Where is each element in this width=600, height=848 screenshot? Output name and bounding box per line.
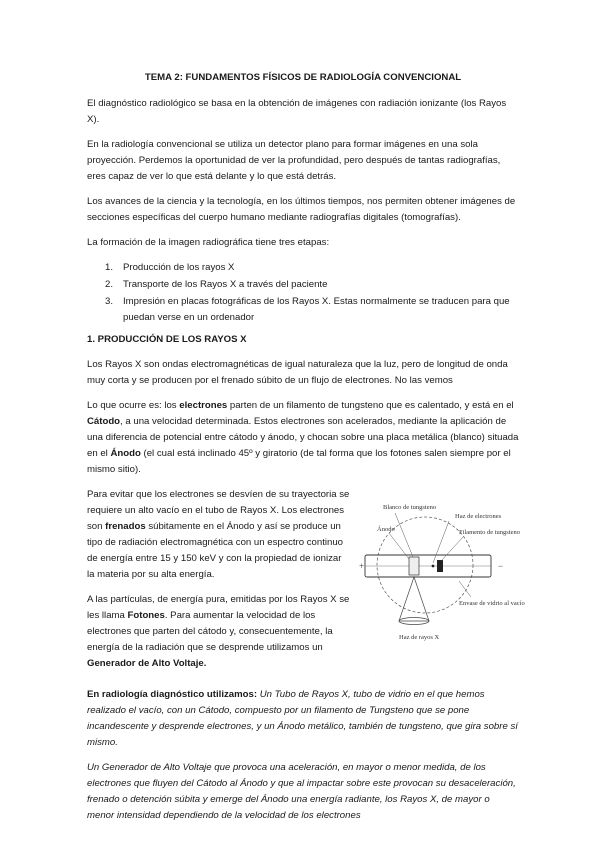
leader-line xyxy=(433,521,449,563)
bold-term: frenados xyxy=(105,521,146,532)
leader-line xyxy=(441,537,463,561)
cathode-filament xyxy=(437,560,443,572)
text-run: parten de un filamento de tungsteno que es calentado, y está en el xyxy=(227,400,514,411)
label-anodo: Ánodo xyxy=(377,526,395,533)
xray-beam xyxy=(399,577,429,621)
paragraph-stages-intro: La formación de la imagen radiográfica tiene tres etapas: xyxy=(87,237,330,248)
label-blanco: Blanco de tungsteno xyxy=(383,504,437,511)
section-heading: 1. PRODUCCIÓN DE LOS RAYOS X xyxy=(87,334,247,345)
list-text: Impresión en placas fotográficas de los Rayos X. Estas normalmente se traducen para que puedan verse en un ordenador xyxy=(123,296,510,323)
text-run: . Para aumentar la velocidad de los electrones que parten del cátodo y, consecuentemente, la energía de la radiación que se desprende utilizamos un xyxy=(87,610,333,653)
left-column xyxy=(87,487,351,681)
list-item xyxy=(87,294,519,326)
anode-block xyxy=(409,557,419,575)
bold-term: En radiología diagnóstico utilizamos: xyxy=(87,689,258,700)
label-filamento: Filamento de tungsteno xyxy=(459,529,521,536)
bold-term: Ánodo xyxy=(110,448,141,459)
label-envase: Envase de vidrio al vacío xyxy=(459,600,525,607)
paragraph-conventional: En la radiología convencional se utiliza un detector plano para formar imágenes en una sola proyección. Perdemos la oportunidad de ver la profundidad, pero después de tantas radiografías, eres capaz de ver lo que está delante y lo que está detrás. xyxy=(87,139,501,182)
paragraph-vacuum xyxy=(87,487,351,583)
list-number: 1. xyxy=(105,262,114,273)
text-run: A las partículas, de energía pura, emitidas por los Rayos X se les llama xyxy=(87,594,350,621)
label-haz-rayos: Haz de rayos X xyxy=(399,634,440,641)
bold-term: Fotones xyxy=(127,610,165,621)
label-haz-electrones: Haz de electrones xyxy=(455,513,502,520)
text-run: Lo que ocurre es: los xyxy=(87,400,180,411)
label-minus: − xyxy=(498,561,504,571)
list-item xyxy=(87,260,519,276)
paragraph-intro: El diagnóstico radiológico se basa en la obtención de imágenes con radiación ionizante (los Rayos X). xyxy=(87,98,507,125)
italic-text: Un Generador de Alto Voltaje que provoca una aceleración, en mayor o menor medida, de los electrones que fluyen del Cátodo al Ánodo y que al impactar sobre este provocan su desaceleración, frenado o detención súbita y emerge del Ánodo una energía radiante, los Rayos X, de mayor o menor intensidad dependiendo de la velocidad de los electrones xyxy=(87,762,516,821)
text-with-figure xyxy=(87,487,525,681)
paragraph-diagnostic xyxy=(87,687,519,751)
bold-term: Cátodo xyxy=(87,416,121,427)
xray-tube-diagram xyxy=(359,501,527,649)
document-content xyxy=(87,70,525,833)
paragraph-generator xyxy=(87,760,519,824)
text-run: , a una velocidad determinada. Estos electrones son acelerados, mediante la aplicación de una diferencia de potencial entre cátodo y ánodo, y chocan sobre una placa metálica (blanco) situada en el xyxy=(87,416,519,459)
list-item xyxy=(87,277,519,293)
paragraph-process xyxy=(87,398,519,478)
paragraph-photons xyxy=(87,592,351,672)
paragraph-xray-definition: Los Rayos X son ondas electromagnéticas de igual naturaleza que la luz, pero de longitud de onda muy corta y se producen por el frenado súbito de un flujo de electrones. No las vemos xyxy=(87,359,508,386)
paragraph-advances: Los avances de la ciencia y la tecnología, en los últimos tiempos, nos permiten obtener imágenes de secciones específicas del cuerpo humano mediante radiografías digitales (tomografías). xyxy=(87,196,516,223)
label-plus: + xyxy=(359,561,365,571)
list-number: 3. xyxy=(105,296,114,307)
right-column xyxy=(359,487,527,681)
bold-term: Generador de Alto Voltaje. xyxy=(87,658,207,669)
italic-text: Un Tubo de Rayos X, tubo de vidrio en el que hemos realizado el vacío, con un Cátodo, compuesto por un filamento de Tungsteno que se pone incandescente y desprende electrones, y un Ánodo metálico, también de tungsteno, que gira sobre sí mismo. xyxy=(87,689,518,748)
page-title: TEMA 2: FUNDAMENTOS FÍSICOS DE RADIOLOGÍA CONVENCIONAL xyxy=(144,72,462,83)
list-number: 2. xyxy=(105,279,114,290)
electron-dot xyxy=(432,565,435,568)
text-run: Para evitar que los electrones se desvíen de su trayectoria se requiere un alto vacío en el tubo de Rayos X. Los electrones son xyxy=(87,489,350,532)
list-text: Producción de los rayos X xyxy=(123,262,235,273)
stages-list xyxy=(87,260,519,326)
leader-line xyxy=(459,581,471,597)
list-text: Transporte de los Rayos X a través del paciente xyxy=(123,279,328,290)
text-run: (el cual está inclinado 45º y giratorio (de tal forma que los fotones salen siempre por el mismo sitio). xyxy=(87,448,511,475)
bold-term: electrones xyxy=(179,400,228,411)
text-run: súbitamente en el Ánodo y así se produce un tipo de radiación electromagnética con un espectro continuo de energía entre 15 y 150 keV y con la propiedad de ionizar la materia por su alta energía. xyxy=(87,521,343,580)
